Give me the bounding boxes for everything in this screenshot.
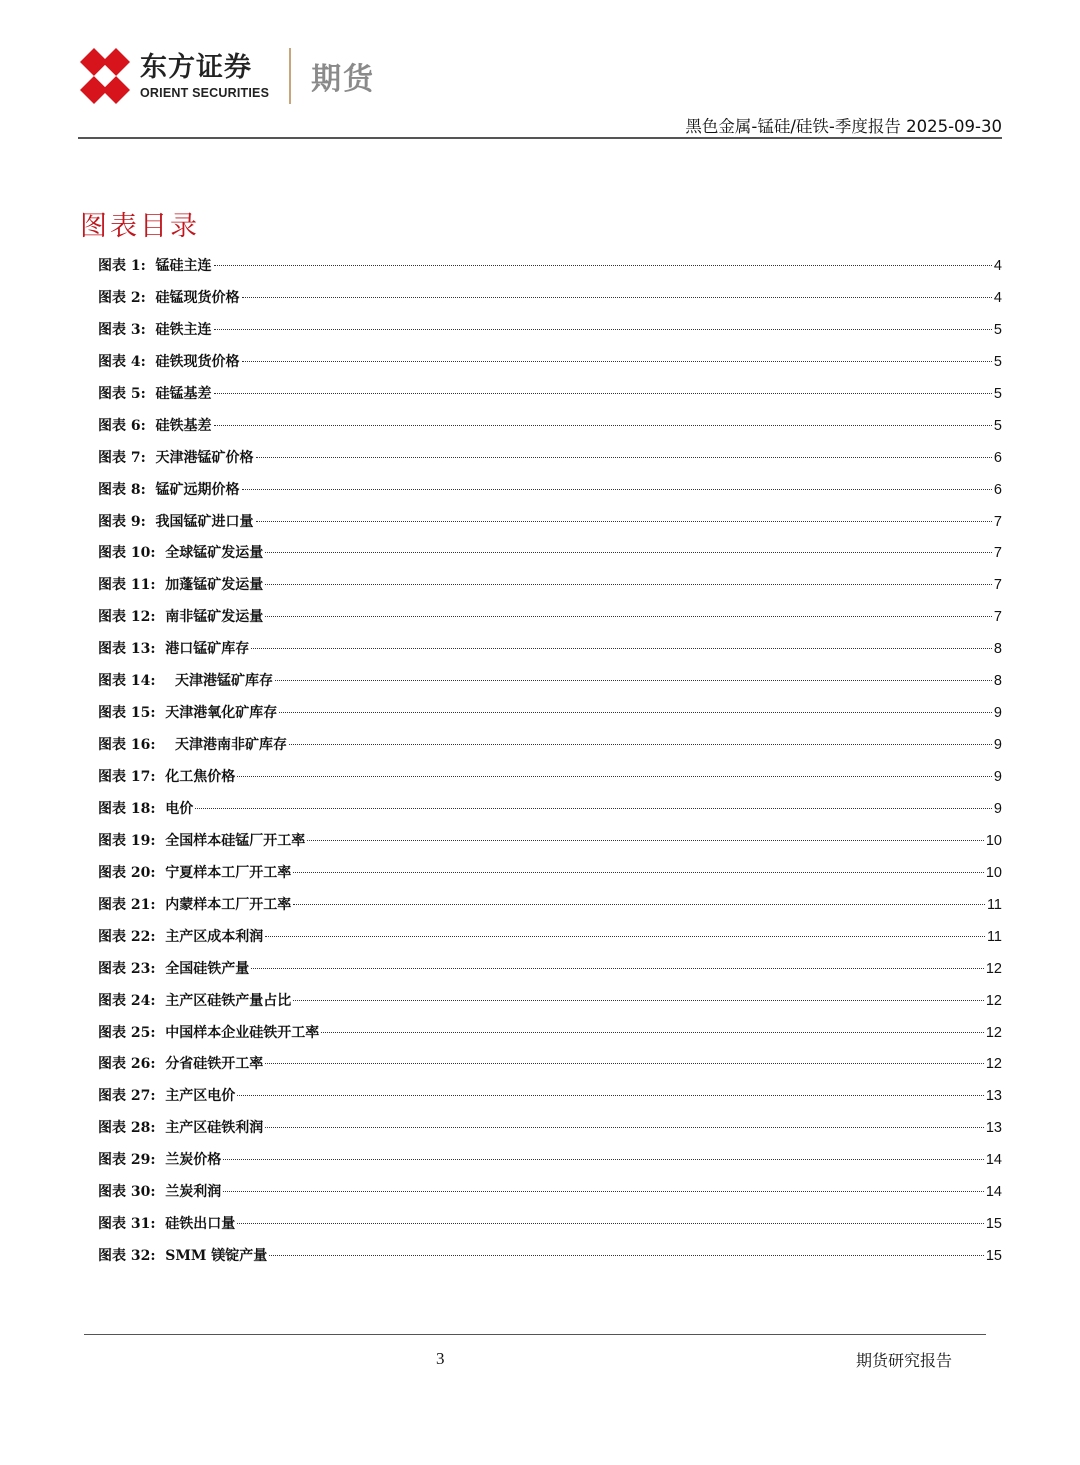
- toc-entry[interactable]: [98, 797, 1002, 829]
- toc-entry-page: 14: [985, 1184, 1002, 1201]
- toc-entry[interactable]: [98, 382, 1002, 414]
- toc-entry-label: 图表 28: 主产区硅铁利润: [98, 1120, 264, 1137]
- toc-entry-page: 10: [985, 864, 1002, 881]
- toc-entry-label: 图表 16: 天津港南非矿库存: [98, 737, 288, 754]
- toc-entry-label: 图表 7: 天津港锰矿价格: [98, 449, 254, 466]
- toc-entry-label: 图表 22: 主产区成本利润: [98, 928, 264, 945]
- toc-dot-leader: [265, 1127, 984, 1128]
- toc-entry-label: 图表 32: SMM 镁锭产量: [98, 1248, 268, 1265]
- toc-dot-leader: [195, 808, 992, 809]
- toc-dot-leader: [256, 457, 992, 458]
- toc-dot-leader: [293, 904, 985, 905]
- toc-dot-leader: [265, 584, 992, 585]
- toc-entry-page: 13: [985, 1088, 1002, 1105]
- toc-entry[interactable]: [98, 446, 1002, 478]
- brand-text: [140, 52, 269, 100]
- toc-entry-page: 14: [985, 1152, 1002, 1169]
- toc-dot-leader: [275, 680, 992, 681]
- toc-dot-leader: [214, 393, 992, 394]
- toc-dot-leader: [237, 1223, 984, 1224]
- toc-entry[interactable]: [98, 1052, 1002, 1084]
- toc-entry[interactable]: [98, 605, 1002, 637]
- toc-entry-page: 9: [993, 800, 1002, 817]
- header-divider: [78, 137, 1002, 139]
- toc-title: 图表目录: [80, 211, 200, 242]
- toc-dot-leader: [321, 1032, 984, 1033]
- brand-name-cn: 东方证券: [140, 52, 252, 83]
- brand-logo: [78, 44, 375, 108]
- toc-entry-label: 图表 11: 加蓬锰矿发运量: [98, 577, 264, 594]
- toc-entry[interactable]: [98, 701, 1002, 733]
- toc-entry-label: 图表 12: 南非锰矿发运量: [98, 609, 264, 626]
- toc-entry[interactable]: [98, 510, 1002, 542]
- toc-entry-label: 图表 19: 全国样本硅锰厂开工率: [98, 832, 306, 849]
- toc-entry[interactable]: [98, 350, 1002, 382]
- toc-dot-leader: [293, 872, 984, 873]
- toc-dot-leader: [237, 776, 992, 777]
- toc-entry-label: 图表 25: 中国样本企业硅铁开工率: [98, 1024, 320, 1041]
- toc-entry-page: 12: [985, 1056, 1002, 1073]
- toc-entry-label: 图表 23: 全国硅铁产量: [98, 960, 250, 977]
- toc-entry[interactable]: [98, 1116, 1002, 1148]
- toc-entry-page: 12: [985, 1024, 1002, 1041]
- toc-dot-leader: [279, 712, 992, 713]
- toc-dot-leader: [242, 361, 992, 362]
- toc-entry-label: 图表 18: 电价: [98, 800, 194, 817]
- toc-entry[interactable]: [98, 1212, 1002, 1244]
- toc-entry-label: 图表 5: 硅锰基差: [98, 385, 212, 402]
- toc-entry-page: 9: [993, 705, 1002, 722]
- toc-entry[interactable]: [98, 286, 1002, 318]
- toc-dot-leader: [237, 1095, 984, 1096]
- toc-entry-page: 11: [986, 928, 1002, 945]
- toc-entry-label: 图表 6: 硅铁基差: [98, 417, 212, 434]
- toc-entry[interactable]: [98, 1084, 1002, 1116]
- toc-entry[interactable]: [98, 254, 1002, 286]
- toc-entry-page: 10: [985, 832, 1002, 849]
- toc-entry-page: 4: [993, 289, 1002, 306]
- toc-entry-label: 图表 15: 天津港氧化矿库存: [98, 705, 278, 722]
- toc-entry[interactable]: [98, 733, 1002, 765]
- toc-entry-label: 图表 14: 天津港锰矿库存: [98, 673, 274, 690]
- toc-entry-label: 图表 3: 硅铁主连: [98, 321, 212, 338]
- toc-entry[interactable]: [98, 1021, 1002, 1053]
- toc-entry[interactable]: [98, 893, 1002, 925]
- toc-dot-leader: [265, 1063, 984, 1064]
- toc-entry-page: 13: [985, 1120, 1002, 1137]
- toc-entry-label: 图表 4: 硅铁现货价格: [98, 353, 240, 370]
- toc-entry-page: 7: [993, 545, 1002, 562]
- toc-entry-label: 图表 26: 分省硅铁开工率: [98, 1056, 264, 1073]
- toc-entry[interactable]: [98, 541, 1002, 573]
- toc-entry[interactable]: [98, 637, 1002, 669]
- toc-entry[interactable]: [98, 925, 1002, 957]
- toc-entry[interactable]: [98, 957, 1002, 989]
- toc-dot-leader: [265, 552, 992, 553]
- toc-entry-label: 图表 9: 我国锰矿进口量: [98, 513, 254, 530]
- toc-entry-page: 7: [993, 513, 1002, 530]
- toc-entry[interactable]: [98, 861, 1002, 893]
- toc-entry-label: 图表 20: 宁夏样本工厂开工率: [98, 864, 292, 881]
- toc-dot-leader: [242, 489, 992, 490]
- toc-dot-leader: [223, 1191, 984, 1192]
- toc-dot-leader: [223, 1159, 984, 1160]
- footer-label: 期货研究报告: [855, 1351, 952, 1370]
- toc-entry-label: 图表 1: 锰硅主连: [98, 258, 212, 274]
- toc-entry-label: 图表 17: 化工焦价格: [98, 769, 236, 785]
- toc-dot-leader: [265, 936, 985, 937]
- toc-entry-page: 5: [993, 385, 1002, 402]
- toc-entry[interactable]: [98, 1244, 1002, 1276]
- toc-entry-label: 图表 24: 主产区硅铁产量占比: [98, 992, 292, 1009]
- toc-entry-page: 12: [985, 960, 1002, 977]
- toc-dot-leader: [251, 968, 984, 969]
- toc-entry-page: 8: [993, 641, 1002, 658]
- report-title: 黑色金属-锰硅/硅铁-季度报告 2025-09-30: [685, 117, 1002, 136]
- footer-divider: [84, 1334, 986, 1335]
- division-label: 期货: [311, 62, 376, 97]
- toc-entry-page: 12: [985, 992, 1002, 1009]
- toc-entry-label: 图表 8: 锰矿远期价格: [98, 481, 240, 498]
- toc-dot-leader: [214, 265, 992, 266]
- toc-entry-page: 5: [993, 321, 1002, 338]
- logo-divider: [289, 48, 291, 104]
- toc-entry-page: 11: [986, 896, 1002, 913]
- toc-entry-page: 6: [993, 481, 1002, 498]
- toc-dot-leader: [242, 297, 992, 298]
- toc-entry-label: 图表 29: 兰炭价格: [98, 1152, 222, 1169]
- toc-entry[interactable]: [98, 1180, 1002, 1212]
- toc-entry[interactable]: [98, 669, 1002, 701]
- toc-entry[interactable]: [98, 318, 1002, 350]
- toc-entry-page: 6: [993, 449, 1002, 466]
- toc-entry-page: 9: [993, 769, 1002, 785]
- toc-entry-page: 7: [993, 577, 1002, 594]
- toc-entry[interactable]: [98, 478, 1002, 510]
- toc-dot-leader: [289, 744, 992, 745]
- toc-entry[interactable]: [98, 765, 1002, 797]
- toc-dot-leader: [214, 329, 992, 330]
- toc-entry-label: 图表 31: 硅铁出口量: [98, 1216, 236, 1233]
- toc-entry[interactable]: [98, 1148, 1002, 1180]
- toc-entry[interactable]: [98, 573, 1002, 605]
- toc-entry-page: 8: [993, 673, 1002, 690]
- toc-entry-label: 图表 10: 全球锰矿发运量: [98, 545, 264, 562]
- toc-entry[interactable]: [98, 414, 1002, 446]
- toc-entry-page: 15: [985, 1248, 1002, 1265]
- toc-entry-label: 图表 13: 港口锰矿库存: [98, 641, 250, 658]
- toc-entry-label: 图表 21: 内蒙样本工厂开工率: [98, 896, 292, 913]
- toc-entry-label: 图表 27: 主产区电价: [98, 1088, 236, 1105]
- toc-dot-leader: [293, 1000, 984, 1001]
- page-number: 3: [436, 1349, 445, 1368]
- toc-entry[interactable]: [98, 989, 1002, 1021]
- toc-entry-page: 7: [993, 609, 1002, 626]
- toc-entry-label: 图表 30: 兰炭利润: [98, 1184, 222, 1201]
- toc-entry-page: 5: [993, 353, 1002, 370]
- toc-list: [98, 254, 1002, 1276]
- toc-dot-leader: [307, 840, 984, 841]
- toc-dot-leader: [269, 1255, 984, 1256]
- toc-dot-leader: [214, 425, 992, 426]
- orient-logo-icon: [78, 46, 132, 106]
- toc-entry-page: 4: [993, 258, 1002, 274]
- toc-entry-page: 15: [985, 1216, 1002, 1233]
- toc-dot-leader: [265, 616, 992, 617]
- toc-dot-leader: [256, 521, 992, 522]
- toc-entry-page: 9: [993, 737, 1002, 754]
- toc-entry-page: 5: [993, 417, 1002, 434]
- toc-dot-leader: [251, 648, 992, 649]
- toc-entry[interactable]: [98, 829, 1002, 861]
- toc-entry-label: 图表 2: 硅锰现货价格: [98, 289, 240, 306]
- brand-name-en: ORIENT SECURITIES: [140, 86, 270, 100]
